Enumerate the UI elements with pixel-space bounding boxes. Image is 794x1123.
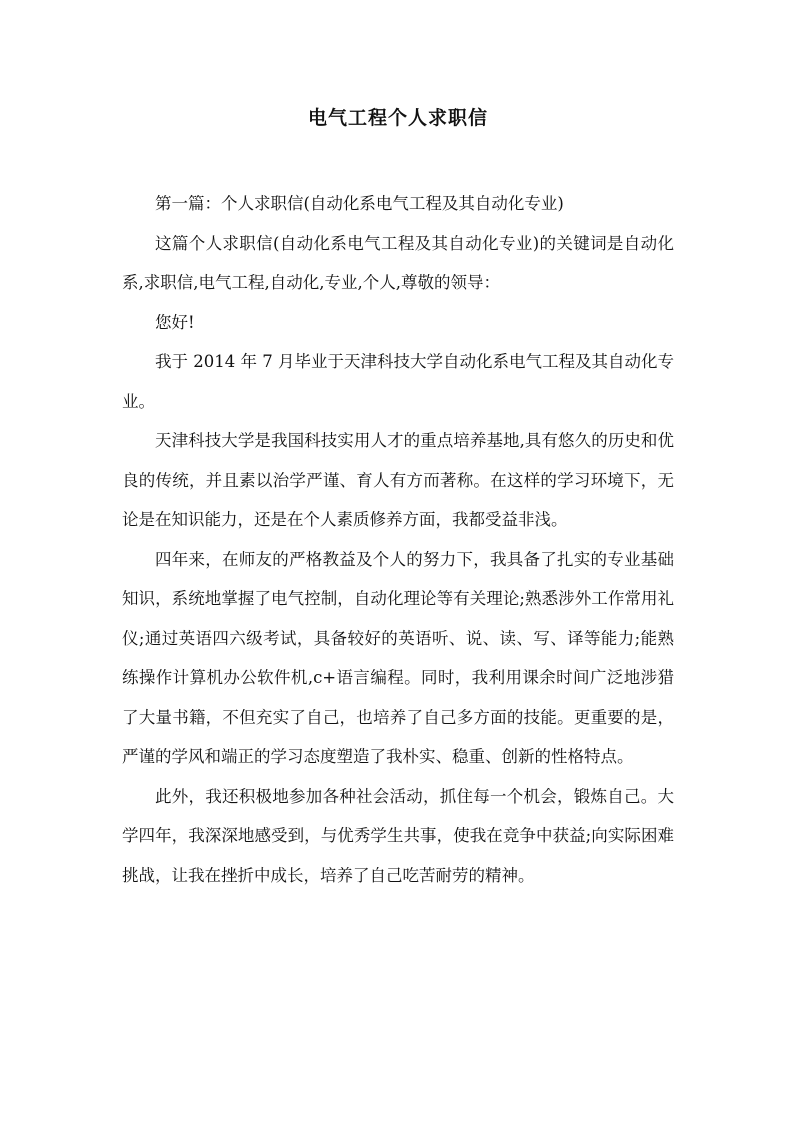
title-spacer xyxy=(122,140,674,184)
paragraph-greeting: 您好! xyxy=(155,312,195,332)
paragraph-skills: 四年来，在师友的严格教益及个人的努力下，我具备了扎实的专业基础知识，系统地掌握了电气控制，自动化理论等有关理论;熟悉涉外工作常用礼仪;通过英语四六级考试，具备较好的英语听、说、读、写、译等能力;能熟练操作计算机办公软件机,c+语言编程。同时，我利用课余时间广泛地涉猎了大量书籍，不但充实了自己，也培养了自己多方面的技能。更重要的是，严谨的学风和端正的学习态度塑造了我朴实、稳重、创新的性格特点。 xyxy=(122,549,674,766)
paragraph-university: 天津科技大学是我国科技实用人才的重点培养基地,具有悠久的历史和优良的传统，并且素以治学严谨、育人有方而著称。在这样的学习环境下，无论是在知识能力，还是在个人素质修养方面，我都受益非浅。 xyxy=(122,431,674,529)
paragraph-keywords: 这篇个人求职信(自动化系电气工程及其自动化专业)的关键词是自动化系,求职信,电气工程,自动化,专业,个人,尊敬的领导： xyxy=(122,233,674,292)
paragraph-section-heading: 第一篇：个人求职信(自动化系电气工程及其自动化专业) xyxy=(155,194,564,213)
paragraph-activities: 此外，我还积极地参加各种社会活动，抓住每一个机会，锻炼自己。大学四年，我深深地感受到，与优秀学生共事，使我在竞争中获益;向实际困难挑战，让我在挫折中成长，培养了自己吃苦耐劳的精神。 xyxy=(122,786,674,885)
document-title: 电气工程个人求职信 xyxy=(307,107,488,129)
document-page xyxy=(122,96,674,895)
paragraph-graduation: 我于 2014 年 7 月毕业于天津科技大学自动化系电气工程及其自动化专业。 xyxy=(122,352,674,411)
